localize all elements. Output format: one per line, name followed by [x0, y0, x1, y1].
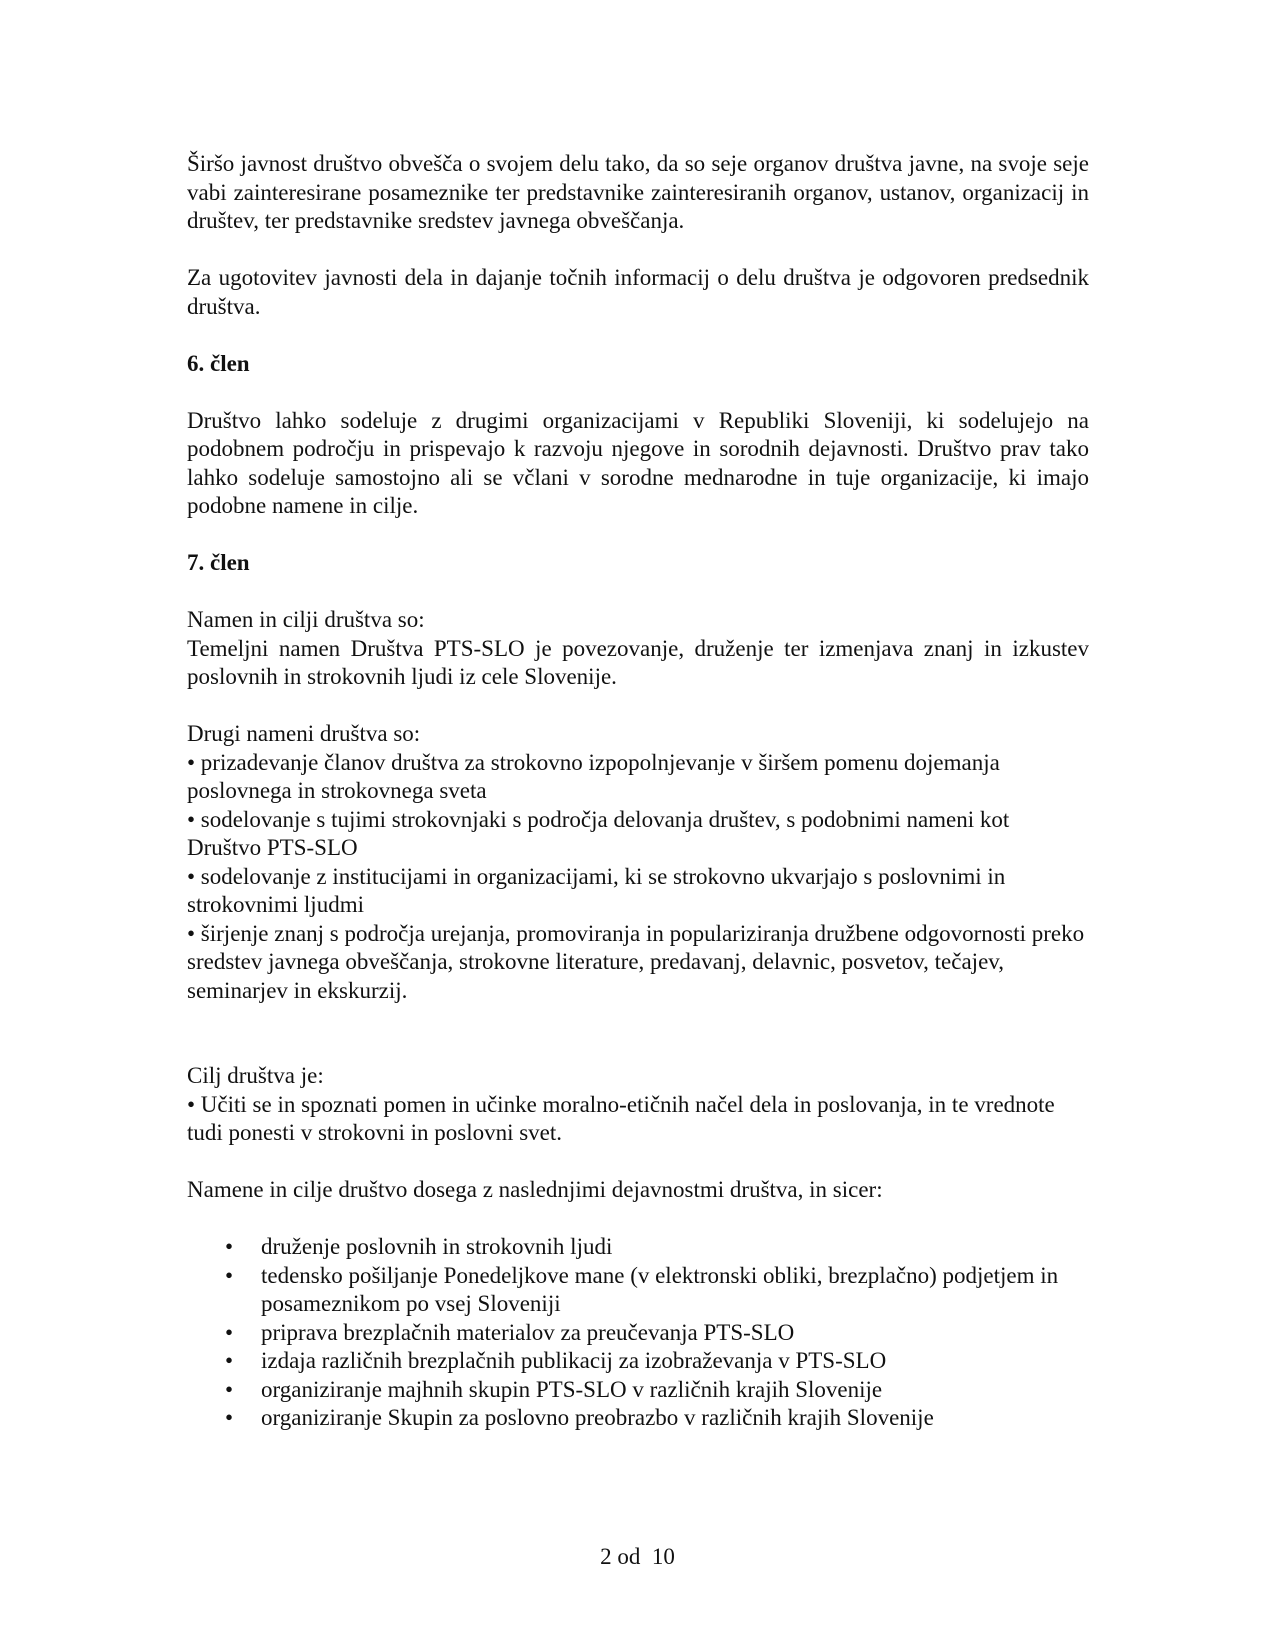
- list-item: [187, 1319, 1089, 1348]
- paragraph-responsibility: Za ugotovitev javnosti dela in dajanje točnih informacij o delu društva je odgovoren predsednik društva.: [187, 265, 1089, 319]
- activity-text: druženje poslovnih in strokovnih ljudi: [261, 1234, 613, 1259]
- list-item: [187, 1347, 1089, 1376]
- activities-intro: Namene in cilje društvo dosega z naslednjimi dejavnostmi društva, in sicer:: [187, 1177, 883, 1202]
- goal-intro: Cilj društva je:: [187, 1063, 324, 1088]
- activity-text: organiziranje majhnih skupin PTS-SLO v različnih krajih Slovenije: [261, 1376, 883, 1402]
- article-7-heading: 7. člen: [187, 550, 250, 575]
- list-item: [187, 1233, 1089, 1262]
- paragraph-public-information: Širšo javnost društvo obvešča o svojem delu tako, da so seje organov društva javne, na svoje seje vabi zainteresirane posameznike ter predstavnike zainteresiranih organov, ustanov, organizacij in društev, ter predstavnike sredstev javnega obveščanja.: [187, 151, 1089, 233]
- other-purpose-item: • sodelovanje z institucijami in organizacijami, ki se strokovno ukvarjajo s poslovnimi in strokovnimi ljudmi: [187, 863, 1006, 917]
- purpose-intro: Namen in cilji društva so:: [187, 607, 425, 632]
- list-item: [187, 1404, 1089, 1433]
- document-body: [187, 150, 1089, 1433]
- list-item: [187, 1262, 1089, 1319]
- bullet-icon: •: [225, 1234, 234, 1259]
- activity-text: organiziranje Skupin za poslovno preobrazbo v različnih krajih Slovenije: [261, 1405, 934, 1430]
- goal-item: • Učiti se in spoznati pomen in učinke moralno-etičnih načel dela in poslovanja, in te vrednote tudi ponesti v strokovni in poslovni svet.: [187, 1091, 1055, 1145]
- activity-text: priprava brezplačnih materialov za preučevanja PTS-SLO: [261, 1319, 795, 1345]
- other-purposes-intro: Drugi nameni društva so:: [187, 721, 421, 746]
- activity-text: izdaja različnih brezplačnih publikacij za izobraževanja v PTS-SLO: [261, 1348, 887, 1373]
- bullet-icon: •: [225, 1262, 234, 1288]
- other-purpose-item: • širjenje znanj s področja urejanja, promoviranja in populariziranja družbene odgovornosti preko sredstev javnega obveščanja, strokovne literature, predavanj, delavnic, posvetov, tečajev, seminarjev in ekskurzij.: [187, 920, 1085, 1003]
- bullet-icon: •: [225, 1319, 234, 1345]
- activities-list: [187, 1233, 1089, 1433]
- bullet-icon: •: [225, 1376, 234, 1402]
- page-number: 2 od 10: [600, 1544, 675, 1569]
- bullet-icon: •: [225, 1405, 234, 1430]
- bullet-icon: •: [225, 1348, 234, 1373]
- list-item: [187, 1376, 1089, 1405]
- purpose-text: Temeljni namen Društva PTS-SLO je povezovanje, druženje ter izmenjava znanj in izkustev poslovnih in strokovnih ljudi iz cele Slovenije.: [187, 635, 1089, 689]
- other-purpose-item: • prizadevanje članov društva za strokovno izpopolnjevanje v širšem pomenu dojemanja poslovnega in strokovnega sveta: [187, 749, 1000, 803]
- article-6-text: Društvo lahko sodeluje z drugimi organizacijami v Republiki Sloveniji, ki sodelujejo na podobnem področju in prispevajo k razvoju njegove in sorodnih dejavnosti. Društvo prav tako lahko sodeluje samostojno ali se včlani v sorodne mednarodne in tuje organizacije, ki imajo podobne namene in cilje.: [187, 407, 1089, 518]
- activity-text: tedensko pošiljanje Ponedeljkove mane (v elektronski obliki, brezplačno) podjetjem in posameznikom po vsej Sloveniji: [261, 1262, 1059, 1316]
- other-purpose-item: • sodelovanje s tujimi strokovnjaki s področja delovanja društev, s podobnimi nameni kot Društvo PTS-SLO: [187, 806, 1010, 860]
- article-6-heading: 6. člen: [187, 350, 250, 376]
